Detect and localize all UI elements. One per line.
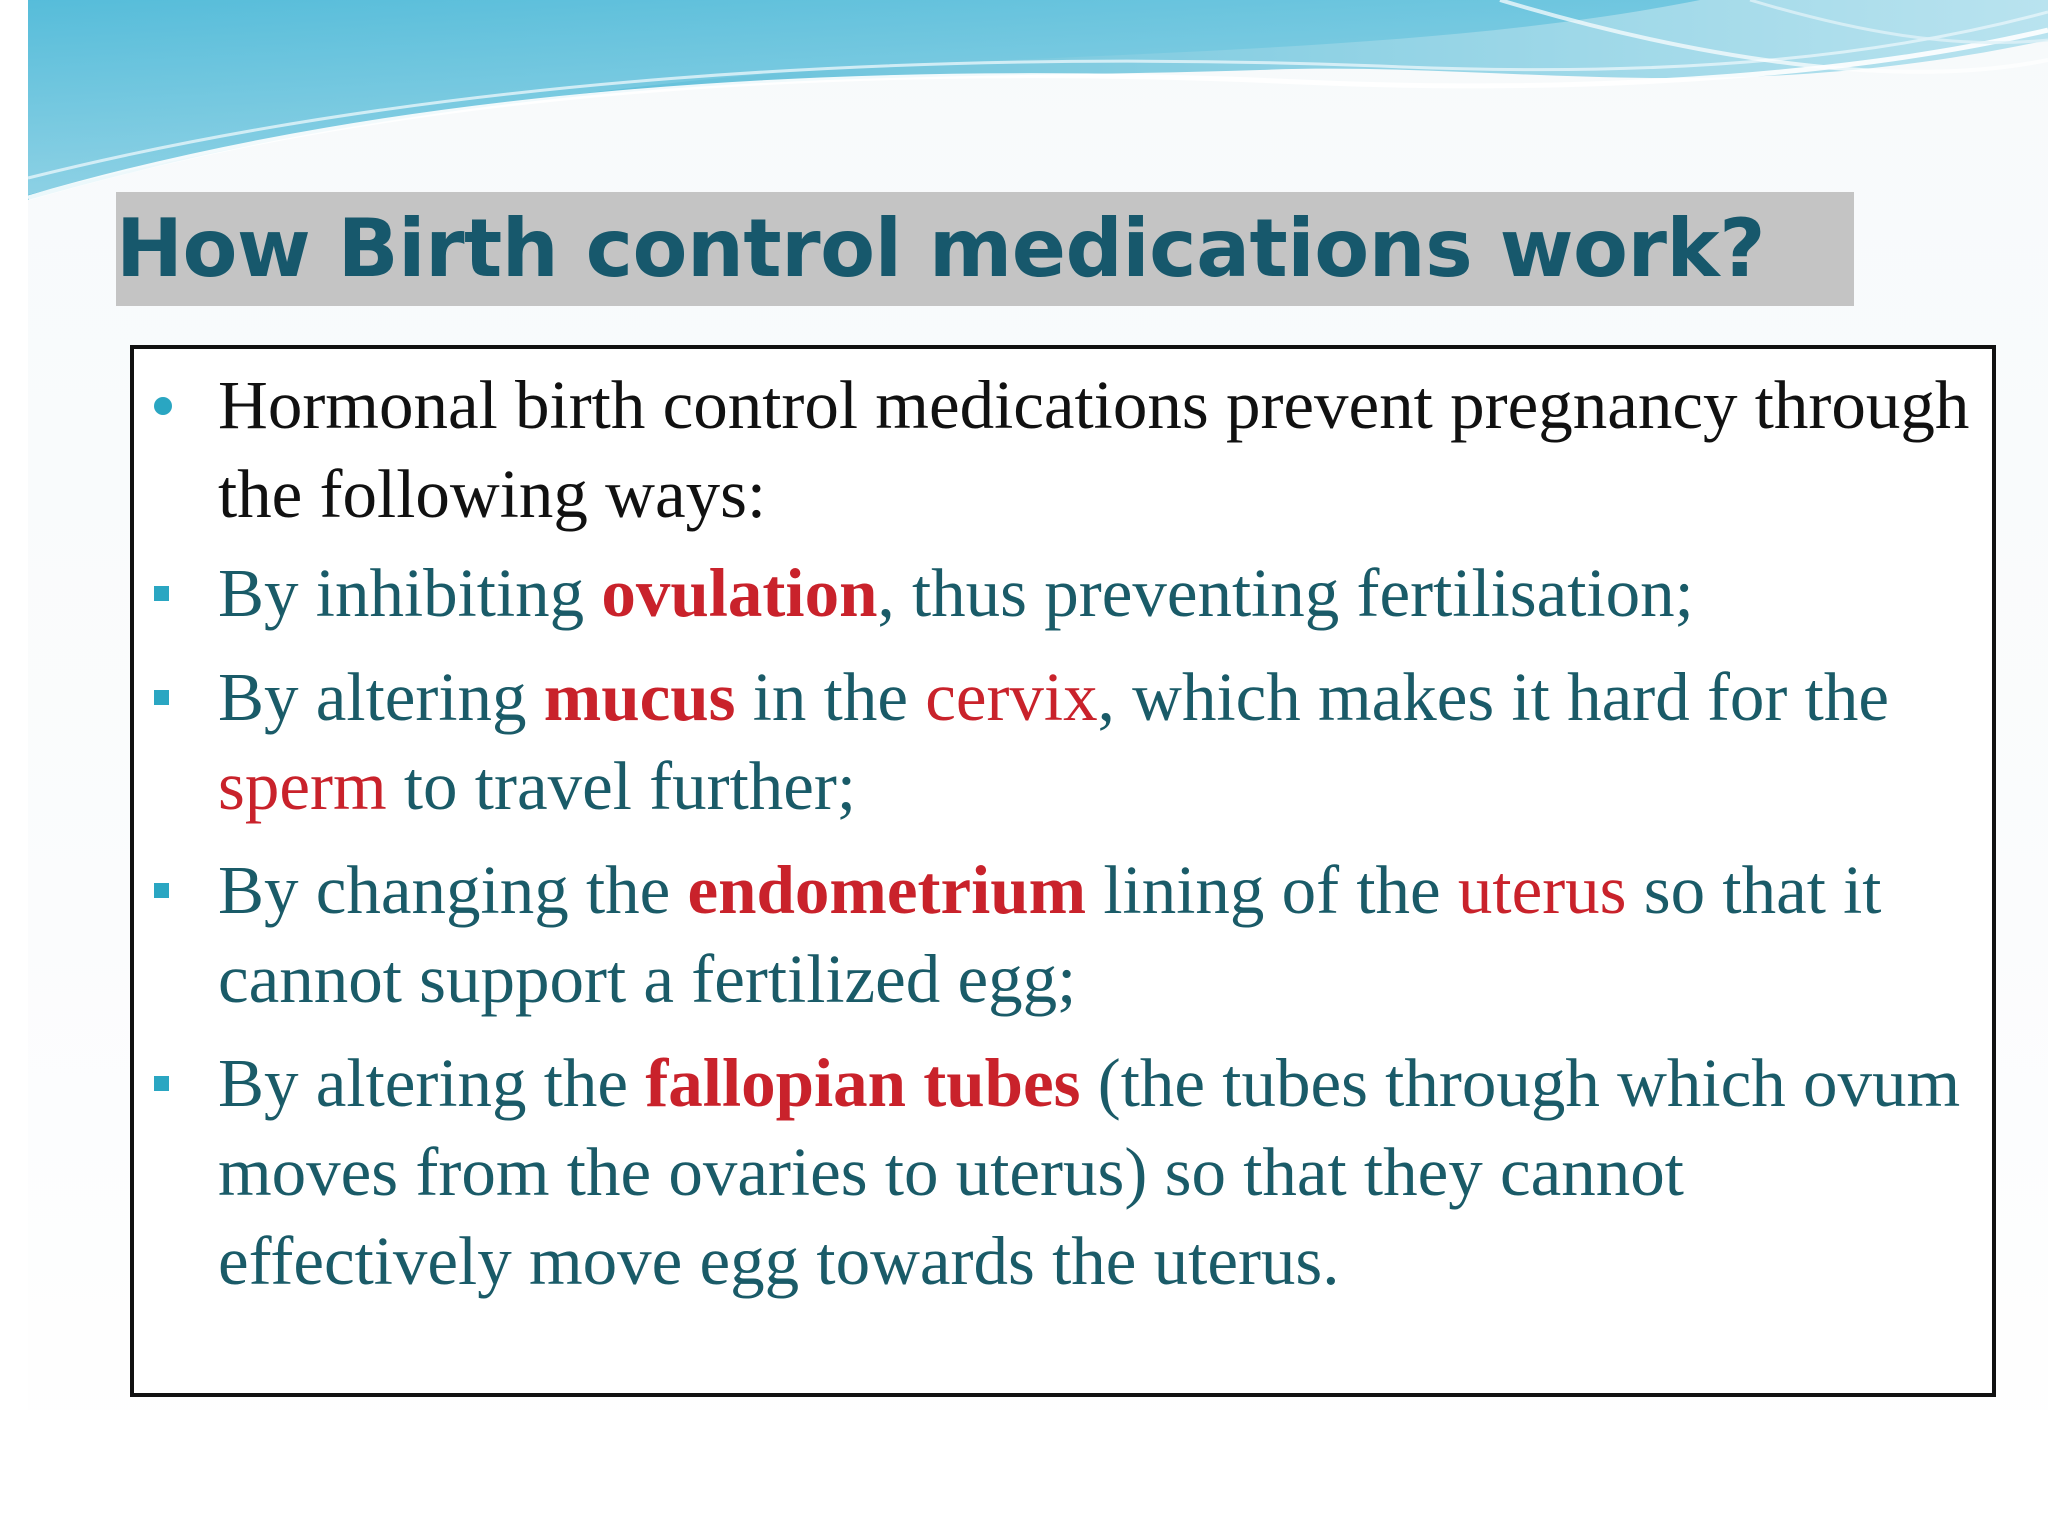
item-text: (the tubes through which ovum moves from the ovaries to uterus) so that they cannot effectively move egg towards the uterus. [218,1045,1961,1299]
intro-item [218,361,1988,539]
intro-text: Hormonal birth control medications prevent pregnancy through the following ways: [218,367,1970,532]
keyword-uterus: uterus [1457,852,1627,928]
list-item-ovulation [218,549,1988,638]
bullet-list [218,361,1988,1321]
list-item-mucus [218,653,1988,831]
item-text: to travel further; [386,748,857,824]
bottom-band [0,1410,2048,1536]
keyword-ovulation: ovulation [601,555,878,631]
item-text: , thus preventing fertilisation; [877,555,1694,631]
keyword-endometrium: endometrium [687,852,1087,928]
item-text: so that it cannot support a fertilized egg; [218,852,1882,1017]
list-item-endometrium [218,846,1988,1024]
item-text: By altering [218,659,544,735]
keyword-mucus: mucus [543,659,736,735]
square-bullet-icon [154,586,169,601]
keyword-cervix: cervix [925,659,1098,735]
square-bullet-icon [154,1076,169,1091]
keyword-fallopian-tubes: fallopian tubes [645,1045,1081,1121]
title-bar [116,192,1854,306]
content-box [130,345,1996,1397]
left-margin-strip [0,0,28,1536]
item-text: By altering the [218,1045,646,1121]
item-text: By inhibiting [218,555,602,631]
slide-title: How Birth control medications work? [116,202,1766,295]
item-text: in the [735,659,926,735]
square-bullet-icon [154,883,169,898]
list-item-fallopian-tubes [218,1039,1988,1306]
item-text: lining of the [1086,852,1458,928]
circle-bullet-icon [154,397,172,415]
square-bullet-icon [154,690,169,705]
item-text: , which makes it hard for the [1097,659,1889,735]
item-text: By changing the [218,852,688,928]
keyword-sperm: sperm [218,748,387,824]
